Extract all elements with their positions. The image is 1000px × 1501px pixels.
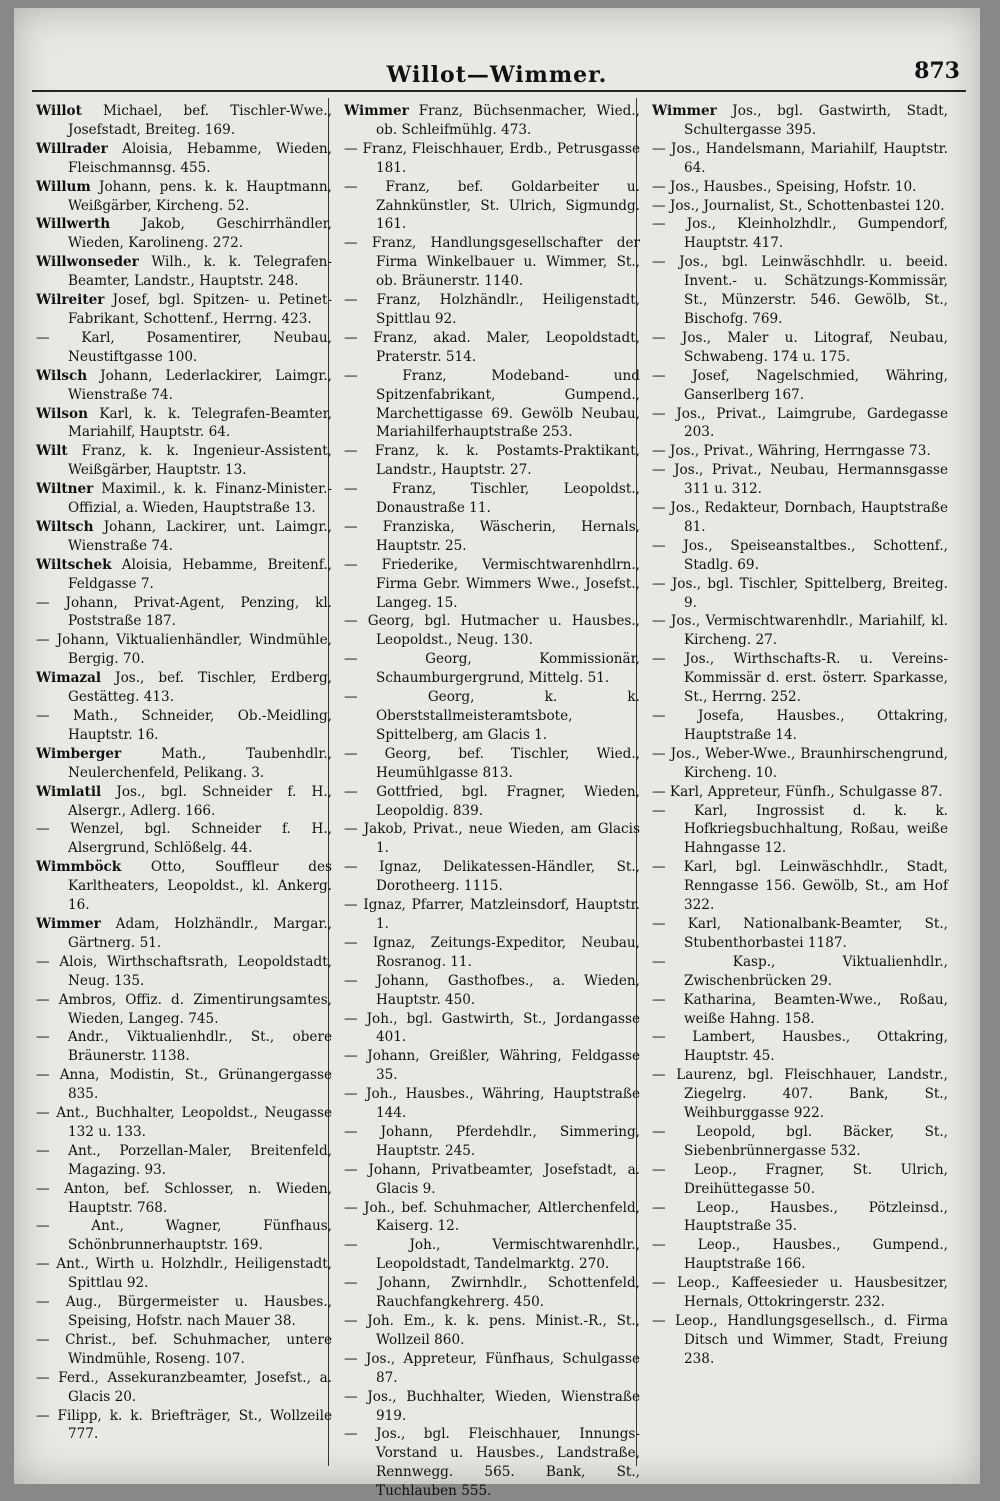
- directory-entry: [344, 972, 640, 1010]
- entry-text: Wilh., k. k. Telegrafen-Beamter, Landstr., Hauptstr. 248.: [68, 254, 332, 290]
- page-title: Willot—Wimmer.: [386, 62, 608, 88]
- directory-entry: [36, 1293, 332, 1331]
- entry-text: — Leopold, bgl. Bäcker, St., Siebenbrünnergasse 532.: [652, 1123, 948, 1159]
- entry-surname: Wimmböck: [36, 859, 122, 876]
- directory-entry: [344, 1123, 640, 1161]
- directory-entry: [36, 991, 332, 1029]
- directory-entry: [36, 442, 332, 480]
- directory-entry: [652, 102, 948, 140]
- directory-entry: [652, 745, 948, 783]
- entry-text: Johann, pens. k. k. Hauptmann, Weißgärber, Kircheng. 52.: [68, 178, 332, 214]
- directory-entry: [344, 820, 640, 858]
- entry-text: — Jakob, Privat., neue Wieden, am Glacis 1.: [344, 821, 640, 857]
- directory-entry: [652, 499, 948, 537]
- directory-entry: [36, 1104, 332, 1142]
- entry-surname: Wilsch: [36, 367, 88, 384]
- entry-surname: Wilson: [36, 405, 88, 422]
- column-3: [652, 102, 948, 1369]
- entry-text: Adam, Holzhändlr., Margar., Gärtnerg. 51.: [68, 915, 332, 951]
- entry-text: — Jos., Journalist, St., Schottenbastei 120.: [652, 197, 945, 214]
- entry-text: — Ignaz, Delikatessen-Händler, St., Dorotheerg. 1115.: [344, 859, 640, 895]
- directory-entry: [344, 1274, 640, 1312]
- directory-entry: [36, 1331, 332, 1369]
- entry-text: — Ignaz, Pfarrer, Matzleinsdorf, Hauptstr. 1.: [344, 897, 640, 932]
- entry-text: — Josef, Nagelschmied, Währing, Ganserlberg 167.: [652, 367, 948, 403]
- directory-entry: [36, 669, 332, 707]
- entry-text: — Leop., Hausbes., Gumpend., Hauptstraße 166.: [652, 1237, 948, 1273]
- directory-entry: [652, 1199, 948, 1237]
- directory-entry: [652, 1123, 948, 1161]
- entry-surname: Willum: [36, 178, 91, 195]
- directory-entry: [36, 820, 332, 858]
- directory-entry: [344, 518, 640, 556]
- entry-text: — Ant., Wagner, Fünfhaus, Schönbrunnerhauptstr. 169.: [36, 1218, 332, 1254]
- directory-entry: [36, 745, 332, 783]
- entry-text: — Jos., Handelsmann, Mariahilf, Hauptstr. 64.: [652, 140, 948, 176]
- directory-entry: [36, 253, 332, 291]
- entry-surname: Wilreiter: [36, 292, 105, 309]
- directory-entry: [652, 178, 948, 197]
- entry-text: — Franz, Handlungsgesellschafter der Firma Winkelbauer u. Wimmer, St., ob. Bräunerstr. 1140.: [344, 235, 640, 290]
- entry-text: — Karl, Ingrossist d. k. k. Hofkriegsbuchhaltung, Roßau, weiße Hahngasse 12.: [652, 802, 948, 857]
- directory-entry: [652, 991, 948, 1029]
- entry-text: — Ant., Buchhalter, Leopoldst., Neugasse 132 u. 133.: [36, 1105, 332, 1140]
- directory-entry: [344, 291, 640, 329]
- directory-entry: [652, 442, 948, 461]
- directory-entry: [36, 1142, 332, 1180]
- entry-text: — Josefa, Hausbes., Ottakring, Hauptstraße 14.: [652, 708, 948, 743]
- entry-text: — Franz, Holzhändlr., Heiligenstadt, Spittlau 92.: [344, 292, 640, 327]
- directory-entry: [652, 215, 948, 253]
- directory-page: [14, 8, 980, 1500]
- directory-entry: [36, 1028, 332, 1066]
- entry-text: — Georg, k. k. Oberststallmeisteramtsbote, Spittelberg, am Glacis 1.: [344, 689, 640, 743]
- directory-entry: [652, 1274, 948, 1312]
- entry-surname: Wiltsch: [36, 518, 94, 535]
- directory-entry: [344, 480, 640, 518]
- entry-text: — Franz, k. k. Postamts-Praktikant, Landstr., Hauptstr. 27.: [344, 443, 640, 479]
- directory-entry: [344, 783, 640, 821]
- entry-text: — Ferd., Assekuranzbeamter, Josefst., a. Glacis 20.: [36, 1369, 332, 1405]
- entry-text: — Gottfried, bgl. Fragner, Wieden, Leopoldig. 839.: [344, 783, 640, 819]
- directory-entry: [36, 1255, 332, 1293]
- entry-text: Math., Taubenhdlr., Neulerchenfeld, Pelikang. 3.: [68, 745, 332, 781]
- directory-entry: [344, 858, 640, 896]
- entry-surname: Willwerth: [36, 216, 111, 233]
- directory-entry: [36, 178, 332, 216]
- entry-text: Maximil., k. k. Finanz-Minister.-Offizial, a. Wieden, Hauptstraße 13.: [68, 481, 332, 517]
- directory-entry: [344, 650, 640, 688]
- entry-text: — Laurenz, bgl. Fleischhauer, Landstr., Ziegelrg. 407. Bank, St., Weihburggasse 922.: [652, 1067, 948, 1122]
- directory-entry: [652, 253, 948, 329]
- directory-entry: [652, 329, 948, 367]
- directory-entry: [344, 1161, 640, 1199]
- directory-entry: [344, 367, 640, 443]
- entry-text: — Johann, Pferdehdlr., Simmering, Hauptstr. 245.: [344, 1123, 640, 1159]
- entry-text: — Johann, Viktualienhändler, Windmühle, Bergig. 70.: [36, 632, 332, 668]
- directory-entry: [344, 178, 640, 235]
- directory-entry: [344, 1388, 640, 1426]
- entry-text: — Ant., Wirth u. Holzhdlr., Heiligenstadt, Spittlau 92.: [36, 1256, 332, 1292]
- directory-entry: [344, 1350, 640, 1388]
- entry-surname: Willrader: [36, 140, 108, 157]
- directory-entry: [652, 858, 948, 915]
- directory-entry: [36, 631, 332, 669]
- entry-surname: Wimmer: [344, 103, 409, 119]
- directory-entry: [344, 934, 640, 972]
- entry-text: — Friederike, Vermischtwarenhdlrn., Firma Gebr. Wimmers Wwe., Josefst., Langeg. 15.: [344, 556, 640, 611]
- entry-surname: Wimlatil: [36, 783, 102, 800]
- entry-text: Michael, bef. Tischler-Wwe., Josefstadt, Breiteg. 169.: [68, 103, 332, 138]
- directory-entry: [36, 1407, 332, 1445]
- entry-text: — Wenzel, bgl. Schneider f. H., Alsergrund, Schlößelg. 44.: [36, 821, 332, 857]
- entry-text: — Jos., Appreteur, Fünfhaus, Schulgasse 87.: [344, 1350, 640, 1386]
- directory-entry: [344, 102, 640, 140]
- directory-entry: [652, 461, 948, 499]
- entry-text: — Anna, Modistin, St., Grünangergasse 835.: [36, 1067, 332, 1103]
- entry-text: — Ambros, Offiz. d. Zimentirungsamtes, Wieden, Langeg. 745.: [36, 991, 332, 1027]
- directory-entry: [344, 1085, 640, 1123]
- entry-text: — Franz, Modeband- und Spitzenfabrikant, Gumpend., Marchettigasse 69. Gewölb Neubau, Mariahilferhauptstraße 253.: [344, 367, 640, 441]
- entry-text: Josef, bgl. Spitzen- u. Petinet-Fabrikant, Schottenf., Herrng. 423.: [68, 292, 332, 327]
- entry-text: — Franz, Tischler, Leopoldst., Donaustraße 11.: [344, 481, 640, 517]
- entry-text: Jakob, Geschirrhändler, Wieden, Karolineng. 272.: [68, 216, 332, 252]
- entry-text: — Jos., Privat., Neubau, Hermannsgasse 311 u. 312.: [652, 462, 948, 498]
- entry-text: Jos., bgl. Gastwirth, Stadt, Schultergasse 395.: [684, 103, 948, 138]
- entry-text: — Filipp, k. k. Briefträger, St., Wollzeile 777.: [36, 1407, 332, 1443]
- directory-entry: [36, 858, 332, 915]
- entry-text: — Jos., Privat., Währing, Herrngasse 73.: [652, 443, 931, 460]
- entry-text: — Johann, Zwirnhdlr., Schottenfeld, Rauchfangkehrerg. 450.: [344, 1275, 640, 1311]
- entry-text: Franz, k. k. Ingenieur-Assistent, Weißgärber, Hauptstr. 13.: [67, 443, 332, 479]
- directory-entry: [36, 953, 332, 991]
- entry-text: — Jos., Weber-Wwe., Braunhirschengrund, Kircheng. 10.: [652, 745, 948, 781]
- directory-entry: [36, 1369, 332, 1407]
- directory-entry: [36, 480, 332, 518]
- entry-text: — Leop., Handlungsgesellsch., d. Firma Ditsch und Wimmer, Stadt, Freiung 238.: [652, 1313, 948, 1367]
- entry-surname: Wimazal: [36, 670, 102, 687]
- directory-entry: [652, 575, 948, 613]
- entry-text: — Karl, Posamentirer, Neubau, Neustiftgasse 100.: [36, 329, 332, 365]
- entry-text: — Jos., bgl. Fleischhauer, Innungs-Vorstand u. Hausbes., Landstraße, Rennwegg. 565. Bank, St., Tuchlauben 555.: [344, 1426, 640, 1500]
- directory-entry: [652, 1312, 948, 1369]
- column-2: [344, 102, 640, 1501]
- entry-text: — Leop., Fragner, St. Ulrich, Dreihüttegasse 50.: [652, 1161, 948, 1197]
- directory-entry: [36, 291, 332, 329]
- entry-text: — Aug., Bürgermeister u. Hausbes., Speising, Hofstr. nach Mauer 38.: [36, 1294, 332, 1329]
- entry-surname: Wimmer: [652, 103, 717, 119]
- directory-entry: [36, 1180, 332, 1218]
- directory-entry: [652, 612, 948, 650]
- entry-text: Johann, Lackirer, unt. Laimgr., Wienstraße 74.: [68, 518, 332, 554]
- entry-text: — Christ., bef. Schuhmacher, untere Windmühle, Roseng. 107.: [36, 1331, 332, 1367]
- directory-entry: [36, 1066, 332, 1104]
- entry-text: — Andr., Viktualienhdlr., St., obere Bräunerstr. 1138.: [36, 1029, 332, 1065]
- directory-entry: [344, 140, 640, 178]
- directory-entry: [344, 1425, 640, 1501]
- entry-text: Karl, k. k. Telegrafen-Beamter, Mariahilf, Hauptstr. 64.: [68, 405, 332, 441]
- entry-text: — Joh., bgl. Gastwirth, St., Jordangasse 401.: [344, 1010, 640, 1046]
- directory-entry: [36, 594, 332, 632]
- directory-entry: [36, 556, 332, 594]
- directory-entry: [36, 140, 332, 178]
- entry-text: — Jos., bgl. Leinwäschhdlr. u. beeid. Invent.- u. Schätzungs-Kommissär, St., Münzerstr. 546. Gewölb, St., Bischofg. 769.: [652, 254, 948, 327]
- entry-text: Otto, Souffleur des Karltheaters, Leopoldst., kl. Ankerg. 16.: [68, 859, 332, 914]
- directory-entry: [344, 1236, 640, 1274]
- directory-entry: [652, 1028, 948, 1066]
- entry-surname: Willwonseder: [36, 254, 139, 271]
- directory-entry: [652, 367, 948, 405]
- entry-text: — Jos., Hausbes., Speising, Hofstr. 10.: [652, 178, 917, 195]
- directory-entry: [652, 953, 948, 991]
- directory-entry: [36, 215, 332, 253]
- entry-text: Jos., bgl. Schneider f. H., Alsergr., Adlerg. 166.: [68, 783, 332, 819]
- entry-text: — Jos., Vermischtwarenhdlr., Mariahilf, kl. Kircheng. 27.: [652, 613, 948, 649]
- entry-text: — Georg, Kommissionär, Schaumburgergrund, Mittelg. 51.: [344, 651, 640, 687]
- entry-text: — Anton, bef. Schlosser, n. Wieden, Hauptstr. 768.: [36, 1180, 332, 1216]
- header-rule: [32, 90, 966, 92]
- entry-text: — Jos., Redakteur, Dornbach, Hauptstraße 81.: [652, 500, 948, 535]
- entry-text: — Leop., Kaffeesieder u. Hausbesitzer, Hernals, Ottokringerstr. 232.: [652, 1275, 948, 1311]
- directory-entry: [652, 197, 948, 216]
- entry-text: — Johann, Privatbeamter, Josefstadt, a. Glacis 9.: [344, 1161, 640, 1197]
- directory-entry: [36, 367, 332, 405]
- directory-entry: [36, 518, 332, 556]
- entry-text: — Ant., Porzellan-Maler, Breitenfeld, Magazing. 93.: [36, 1142, 332, 1178]
- entry-text: — Jos., Wirthschafts-R. u. Vereins-Kommissär d. erst. österr. Sparkasse, St., Herrng. 252.: [652, 651, 948, 706]
- directory-entry: [652, 1161, 948, 1199]
- entry-surname: Wimberger: [36, 745, 122, 762]
- directory-entry: [652, 650, 948, 707]
- entry-text: — Alois, Wirthschaftsrath, Leopoldstadt, Neug. 135.: [36, 953, 332, 989]
- entry-text: — Karl, Nationalbank-Beamter, St., Stubenthorbastei 1187.: [652, 915, 948, 951]
- directory-entry: [652, 1236, 948, 1274]
- entry-surname: Wiltner: [36, 481, 94, 498]
- entry-text: — Jos., bgl. Tischler, Spittelberg, Breiteg. 9.: [652, 575, 948, 611]
- directory-entry: [36, 329, 332, 367]
- entry-surname: Wimmer: [36, 915, 101, 932]
- entry-text: — Johann, Privat-Agent, Penzing, kl. Poststraße 187.: [36, 594, 332, 630]
- entry-text: — Georg, bgl. Hutmacher u. Hausbes., Leopoldst., Neug. 130.: [344, 613, 640, 649]
- directory-entry: [344, 556, 640, 613]
- entry-text: — Karl, bgl. Leinwäschhdlr., Stadt, Renngasse 156. Gewölb, St., am Hof 322.: [652, 859, 948, 914]
- directory-entry: [652, 537, 948, 575]
- entry-text: — Joh. Em., k. k. pens. Minist.-R., St., Wollzeil 860.: [344, 1313, 640, 1348]
- directory-entry: [344, 1010, 640, 1048]
- directory-entry: [652, 1066, 948, 1123]
- entry-text: — Joh., Vermischtwarenhdlr., Leopoldstadt, Tandelmarktg. 270.: [344, 1237, 640, 1273]
- directory-entry: [344, 612, 640, 650]
- directory-entry: [344, 329, 640, 367]
- directory-entry: [652, 915, 948, 953]
- entry-text: — Johann, Greißler, Währing, Feldgasse 35.: [344, 1048, 640, 1084]
- entry-text: — Franz, Fleischhauer, Erdb., Petrusgasse 181.: [344, 140, 640, 176]
- entry-text: — Jos., Kleinholzhdlr., Gumpendorf, Hauptstr. 417.: [652, 216, 948, 252]
- entry-text: Franz, Büchsenmacher, Wied., ob. Schleifmühlg. 473.: [376, 103, 640, 138]
- directory-entry: [344, 442, 640, 480]
- directory-entry: [652, 140, 948, 178]
- page-number: 873: [914, 58, 960, 84]
- entry-text: — Math., Schneider, Ob.-Meidling, Hauptstr. 16.: [36, 708, 332, 743]
- entry-surname: Wiltschek: [36, 556, 112, 573]
- column-1: [36, 102, 332, 1444]
- directory-entry: [344, 1312, 640, 1350]
- entry-text: — Johann, Gasthofbes., a. Wieden, Hauptstr. 450.: [344, 972, 640, 1008]
- directory-entry: [36, 783, 332, 821]
- entry-text: — Jos., Buchhalter, Wieden, Wienstraße 919.: [344, 1388, 640, 1424]
- directory-entry: [652, 783, 948, 802]
- directory-entry: [36, 915, 332, 953]
- entry-text: — Franziska, Wäscherin, Hernals, Hauptstr. 25.: [344, 518, 640, 554]
- directory-entry: [344, 688, 640, 745]
- directory-entry: [652, 707, 948, 745]
- directory-entry: [36, 1217, 332, 1255]
- entry-text: — Jos., Privat., Laimgrube, Gardegasse 203.: [652, 405, 948, 441]
- directory-entry: [652, 802, 948, 859]
- directory-entry: [344, 896, 640, 934]
- directory-entry: [36, 707, 332, 745]
- directory-entry: [344, 1199, 640, 1237]
- entry-text: — Jos., Speiseanstaltbes., Schottenf., Stadlg. 69.: [652, 537, 948, 573]
- directory-entry: [344, 1047, 640, 1085]
- entry-text: — Leop., Hausbes., Pötzleinsd., Hauptstraße 35.: [652, 1199, 948, 1235]
- directory-entry: [652, 405, 948, 443]
- entry-text: — Katharina, Beamten-Wwe., Roßau, weiße Hahng. 158.: [652, 991, 948, 1027]
- directory-entry: [344, 745, 640, 783]
- entry-text: — Lambert, Hausbes., Ottakring, Hauptstr. 45.: [652, 1029, 948, 1065]
- entry-text: — Kasp., Viktualienhdlr., Zwischenbrücken 29.: [652, 953, 948, 989]
- entry-surname: Wilt: [36, 443, 68, 460]
- entry-text: Johann, Lederlackirer, Laimgr., Wienstraße 74.: [68, 367, 332, 403]
- entry-text: — Karl, Appreteur, Fünfh., Schulgasse 87.: [652, 783, 943, 800]
- entry-text: — Georg, bef. Tischler, Wied., Heumühlgasse 813.: [344, 745, 640, 781]
- directory-entry: [36, 102, 332, 140]
- entry-text: — Franz, akad. Maler, Leopoldstadt, Praterstr. 514.: [344, 329, 640, 365]
- directory-entry: [36, 405, 332, 443]
- entry-text: — Ignaz, Zeitungs-Expeditor, Neubau, Rosranog. 11.: [344, 934, 640, 970]
- directory-entry: [344, 234, 640, 291]
- entry-text: — Joh., Hausbes., Währing, Hauptstraße 144.: [344, 1086, 640, 1122]
- entry-text: Aloisia, Hebamme, Wieden, Fleischmannsg. 455.: [68, 140, 332, 176]
- entry-text: — Joh., bef. Schuhmacher, Altlerchenfeld, Kaiserg. 12.: [344, 1199, 640, 1235]
- entry-text: — Jos., Maler u. Litograf, Neubau, Schwabeng. 174 u. 175.: [652, 329, 948, 365]
- entry-text: Aloisia, Hebamme, Breitenf., Feldgasse 7.: [68, 556, 332, 592]
- entry-text: — Franz, bef. Goldarbeiter u. Zahnkünstler, St. Ulrich, Sigmundg. 161.: [344, 178, 640, 233]
- entry-surname: Willot: [36, 103, 82, 119]
- entry-text: Jos., bef. Tischler, Erdberg, Gestätteg. 413.: [68, 670, 332, 706]
